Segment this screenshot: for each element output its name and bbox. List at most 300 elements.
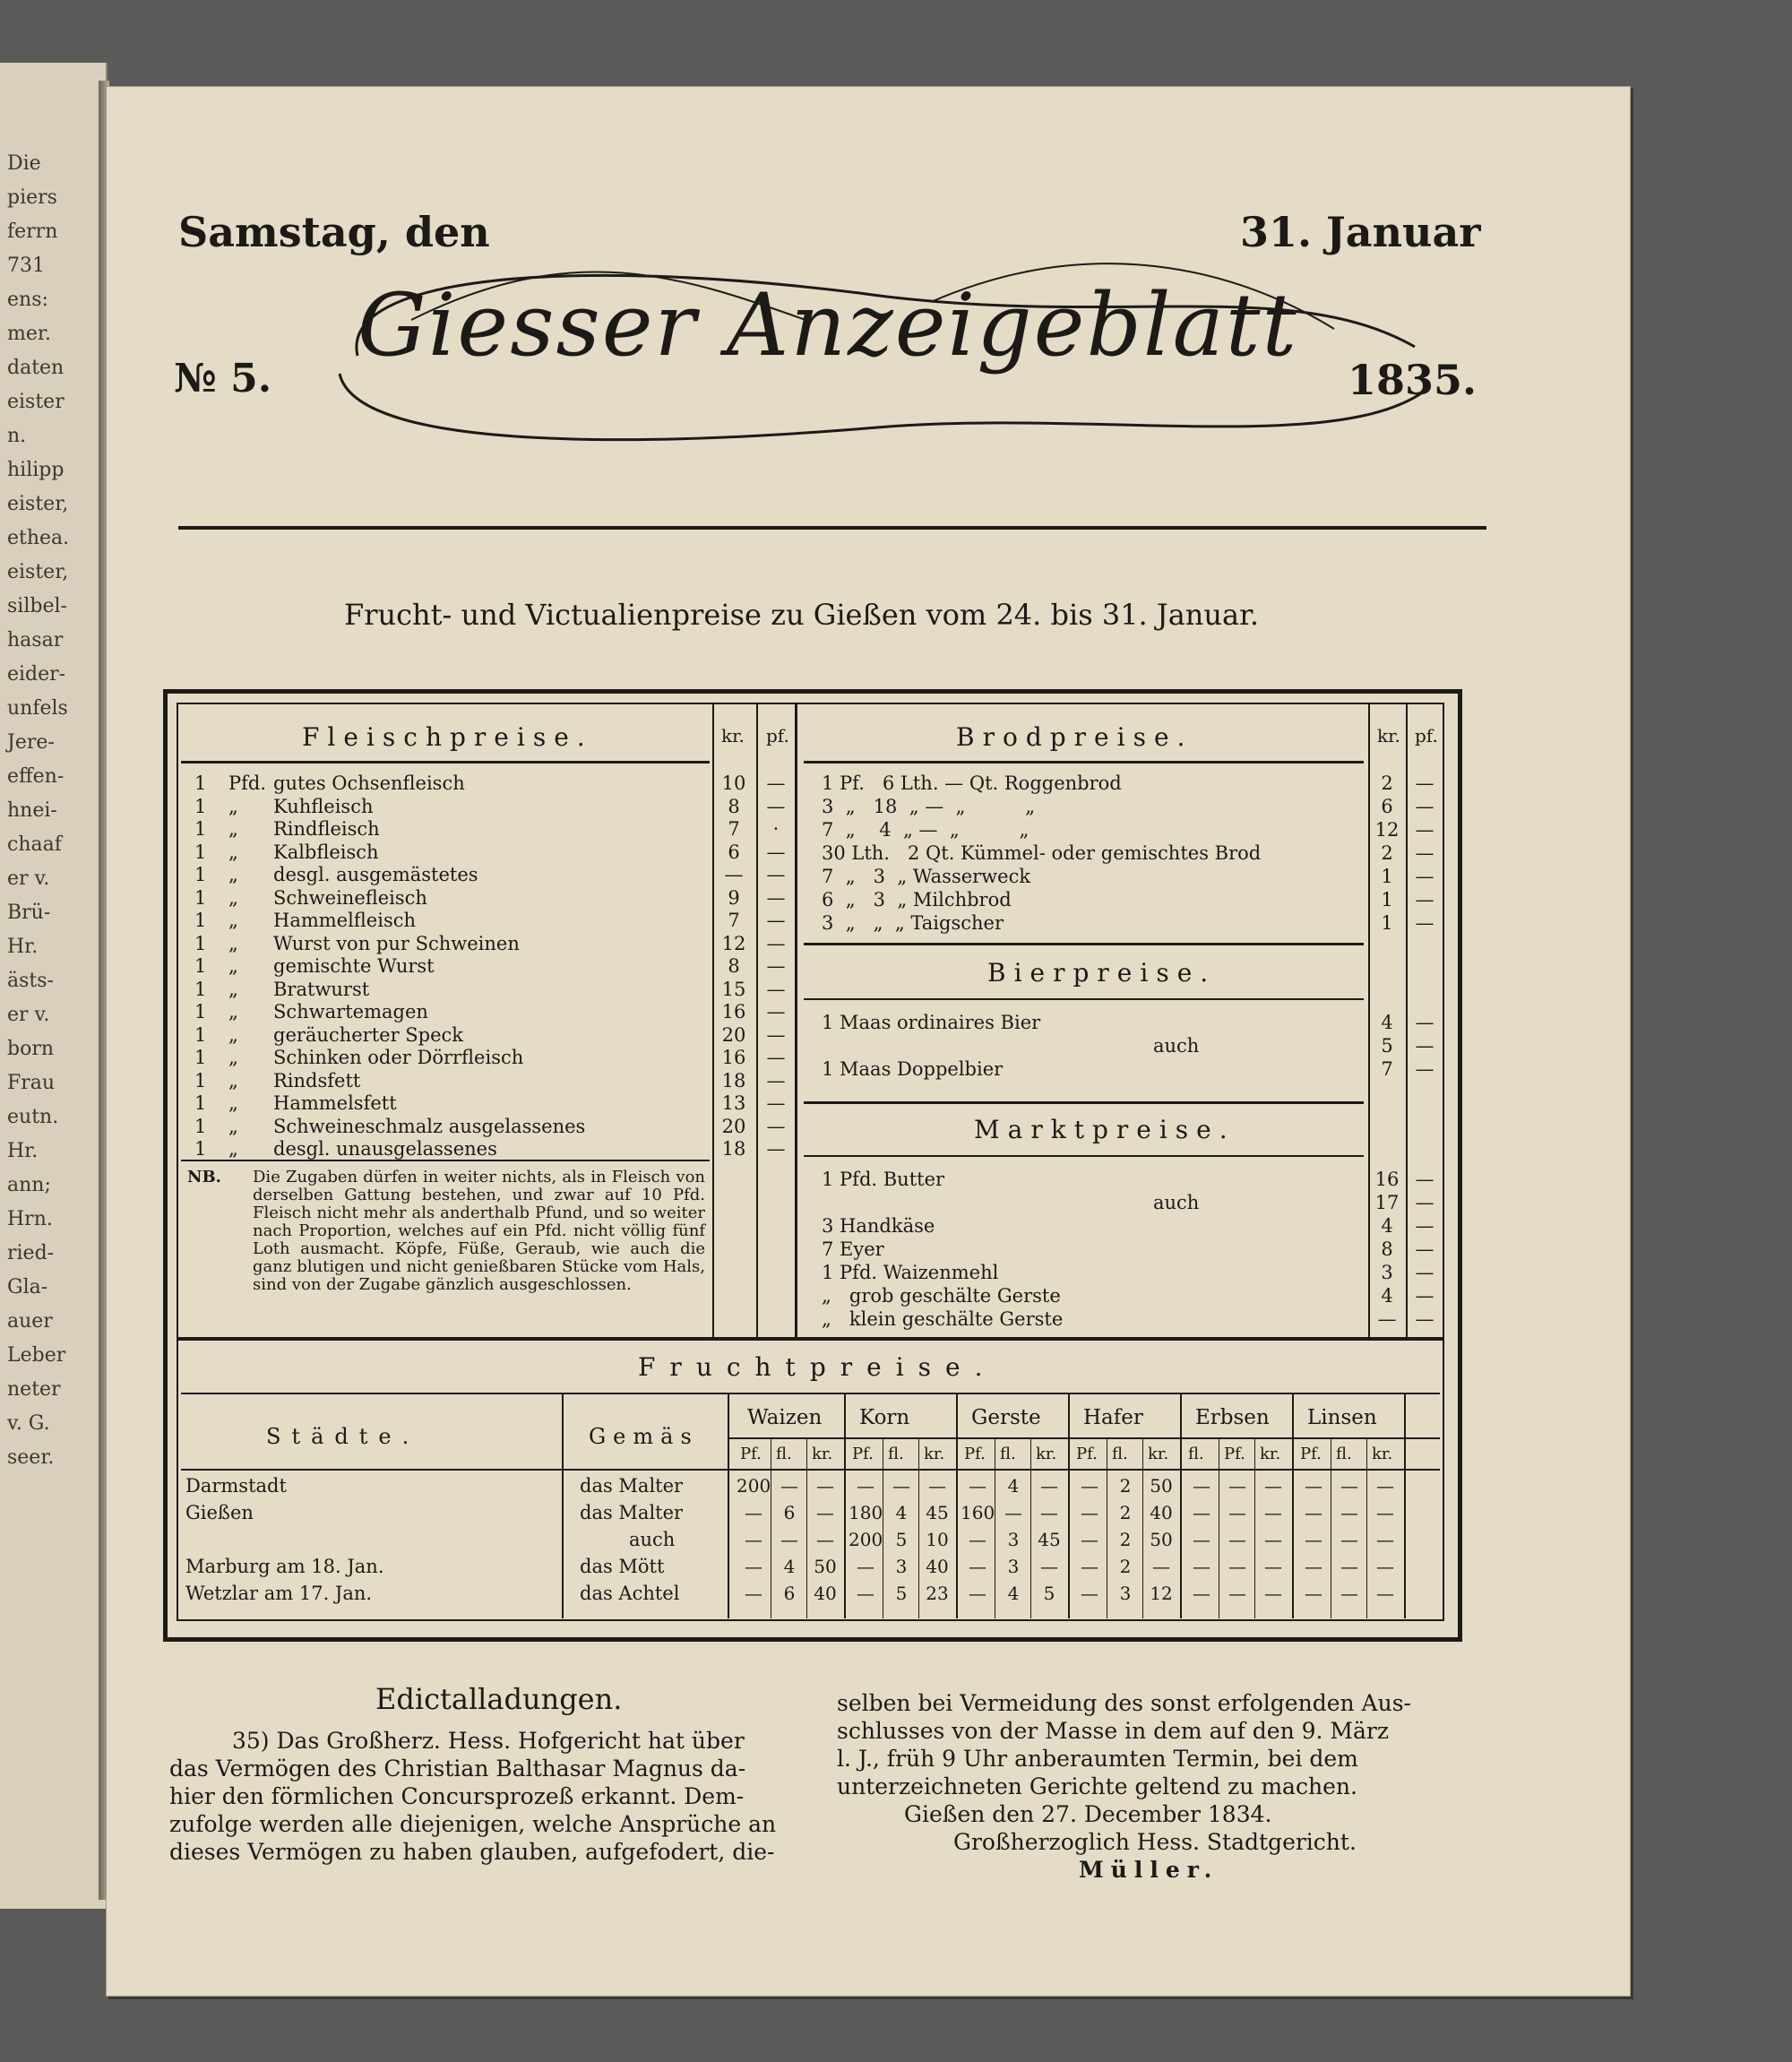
fleisch-kr: 6: [728, 841, 740, 863]
brod-pf: —: [1415, 889, 1434, 910]
section-divider: [795, 704, 797, 1339]
frucht-value: —: [1081, 1502, 1098, 1523]
fleisch-item: Hammelsfett: [273, 1092, 397, 1114]
frucht-value: 3: [1007, 1529, 1020, 1550]
markt-kr: 17: [1374, 1192, 1400, 1213]
fleisch-unit: „: [228, 864, 238, 885]
brod-kr: 1: [1381, 912, 1393, 934]
fleisch-kr: 20: [721, 1115, 746, 1137]
grain-name: Hafer: [1083, 1406, 1143, 1429]
left-page-fragment: ethea.: [7, 527, 70, 549]
frucht-value: —: [1305, 1529, 1322, 1550]
frucht-value: 50: [1150, 1529, 1173, 1550]
frucht-value: —: [1376, 1529, 1394, 1550]
frucht-heading-rule: [181, 1393, 1440, 1394]
fleisch-qty: 1: [194, 910, 207, 931]
markt-pf: —: [1415, 1285, 1434, 1307]
frucht-value: 6: [783, 1502, 796, 1523]
frucht-value: 23: [926, 1583, 949, 1604]
frucht-value: 40: [1150, 1502, 1173, 1523]
fleisch-item: gutes Ochsenfleisch: [273, 772, 465, 794]
bier-pf: —: [1415, 1012, 1434, 1033]
frucht-top-rule: [177, 1337, 1444, 1341]
header-rule: [178, 526, 1486, 530]
frucht-value: —: [969, 1475, 986, 1497]
frucht-value: 2: [1119, 1502, 1132, 1523]
frucht-value: —: [1340, 1583, 1358, 1604]
frucht-value: —: [857, 1583, 874, 1604]
edict-right-line: Gießen den 27. December 1834.: [904, 1801, 1272, 1827]
fleisch-col-pf: pf.: [766, 725, 789, 746]
fleisch-kr: 7: [728, 910, 740, 931]
fleisch-qty: 1: [194, 841, 207, 863]
frucht-value: —: [1081, 1529, 1098, 1550]
brod-col-pf: pf.: [1415, 725, 1438, 746]
fleisch-qty: 1: [194, 932, 207, 954]
frucht-value: 45: [926, 1502, 949, 1523]
left-page-fragment: Leber: [7, 1344, 66, 1367]
frucht-value: —: [1305, 1475, 1322, 1497]
fleisch-qty: 1: [194, 864, 207, 885]
frucht-value: —: [816, 1529, 834, 1550]
markt-item: 3 Handkäse: [822, 1215, 935, 1237]
fleisch-item: Bratwurst: [273, 978, 370, 1000]
grain-subcol: fl.: [1112, 1445, 1128, 1463]
fleisch-pf: —: [766, 1092, 786, 1114]
frucht-value: —: [969, 1556, 986, 1577]
table-inner-border-right: [1443, 703, 1444, 1621]
fleisch-item: Hammelfleisch: [273, 910, 417, 931]
edict-right-line: l. J., früh 9 Uhr anberaumten Termin, bei dem: [837, 1746, 1358, 1772]
frucht-value: —: [816, 1502, 834, 1523]
grain-subcol: kr.: [1372, 1445, 1393, 1463]
fleisch-qty: 1: [194, 1001, 207, 1022]
frucht-measure: auch: [629, 1529, 676, 1550]
edict-right-line: selben bei Vermeidung des sonst erfolgenden Aus-: [837, 1690, 1411, 1716]
brod-kr: 12: [1374, 819, 1400, 841]
brod-kr: 1: [1381, 889, 1393, 910]
left-page-fragment: seer.: [7, 1446, 55, 1469]
markt-kr: 3: [1381, 1262, 1393, 1283]
fleisch-qty: 1: [194, 772, 207, 794]
fleisch-pf: ·: [772, 818, 780, 840]
frucht-value: —: [1340, 1502, 1358, 1523]
header-year: 1835.: [1348, 356, 1478, 404]
frucht-value: 10: [926, 1529, 949, 1550]
brod-item: 6 „ 3 „ Milchbrod: [822, 889, 1012, 910]
fleisch-item: Schinken oder Dörrfleisch: [273, 1047, 524, 1068]
frucht-value: 2: [1119, 1475, 1132, 1497]
grain-col-line: [1404, 1394, 1406, 1618]
frucht-value: 50: [1150, 1475, 1173, 1497]
frucht-value: —: [1228, 1475, 1246, 1497]
grain-col-line: [956, 1394, 958, 1618]
bier-top-rule: [804, 943, 1364, 945]
left-page-fragment: Hrn.: [7, 1208, 53, 1230]
bier-heading-rule: [804, 998, 1364, 1000]
frucht-heading: Fruchtpreise.: [638, 1352, 997, 1382]
bier-kr: 7: [1381, 1058, 1393, 1080]
edict-right-line: schlusses von der Masse in dem auf den 9. März: [837, 1718, 1390, 1744]
left-page-fragment: auer: [7, 1310, 53, 1333]
brod-item: 7 „ 4 „ — „ „: [822, 819, 1030, 841]
grain-col-line: [1292, 1394, 1294, 1618]
left-page-fragment: daten: [7, 357, 65, 379]
fleisch-unit: „: [228, 841, 238, 863]
left-page-fragment: eister,: [7, 493, 69, 515]
frucht-value: —: [1340, 1529, 1358, 1550]
markt-kr: 4: [1381, 1215, 1393, 1237]
left-page-fragment: n.: [7, 425, 27, 447]
markt-item: 7 Eyer: [822, 1238, 884, 1260]
grain-col-line: [1180, 1394, 1182, 1618]
frucht-value: —: [1376, 1475, 1394, 1497]
fleisch-item: Rindfleisch: [273, 818, 380, 840]
brod-item: 3 „ 18 „ — „ „: [822, 796, 1036, 817]
grain-subcol: fl.: [888, 1445, 904, 1463]
fleisch-pf: —: [766, 1138, 786, 1160]
fleisch-col-line-1: [712, 704, 714, 1339]
fleisch-qty: 1: [194, 1115, 207, 1137]
edict-left-line: dieses Vermögen zu haben glauben, aufgefodert, die-: [169, 1839, 775, 1865]
frucht-value: 180: [849, 1502, 883, 1523]
fleisch-pf: —: [766, 955, 786, 977]
fleisch-kr: 15: [721, 978, 746, 1000]
frucht-value: —: [1228, 1529, 1246, 1550]
newspaper-page: [106, 86, 1631, 1997]
fleisch-qty: 1: [194, 1047, 207, 1068]
price-table: [163, 689, 1462, 1642]
brod-item: 3 „ „ „ Taigscher: [822, 912, 1004, 934]
fleisch-unit: „: [228, 1047, 238, 1068]
edict-heading: Edictalladungen.: [375, 1682, 623, 1716]
brod-pf: —: [1415, 796, 1434, 817]
frucht-value: —: [1193, 1529, 1210, 1550]
left-page-fragment: ferrn: [7, 220, 58, 243]
frucht-value: 40: [926, 1556, 949, 1577]
fleisch-qty: 1: [194, 795, 207, 817]
markt-top-rule: [804, 1101, 1364, 1104]
left-page-fragment: hasar: [7, 629, 64, 651]
markt-item: „ grob geschälte Gerste: [822, 1285, 1061, 1307]
bier-heading: Bierpreise.: [987, 958, 1217, 988]
grain-subcol: Pf.: [1076, 1445, 1098, 1463]
frucht-value: —: [1228, 1556, 1246, 1577]
left-page-fragment: piers: [7, 186, 57, 209]
frucht-value: —: [1264, 1556, 1282, 1577]
nb-text: Die Zugaben dürfen in weiter nichts, als in Fleisch von derselben Gattung bestehen, und zwar auf 10 Pfd. Fleisch nicht mehr als anderthalb Pfund, und so weiter nach Proportion, welches auf ein Pfd. nicht völlig fünf Loth ausmacht. Köpfe, Füße, Geraub, wie auch die ganz blutigen und nicht genießbaren Stücke vom Hals, sind von der Zugabe gänzlich ausgeschlossen.: [253, 1168, 705, 1294]
frucht-value: 4: [1007, 1475, 1020, 1497]
fleisch-pf: —: [766, 841, 786, 863]
left-page-fragment: born: [7, 1038, 55, 1060]
fleisch-item: Wurst von pur Schweinen: [273, 932, 520, 954]
frucht-value: 45: [1038, 1529, 1061, 1550]
left-page-fragment: Frau: [7, 1072, 56, 1094]
fleisch-pf: —: [766, 932, 786, 954]
frucht-city: Marburg am 18. Jan.: [185, 1556, 384, 1577]
brod-pf: —: [1415, 772, 1434, 794]
frucht-measure: das Malter: [580, 1475, 684, 1497]
left-page-fragment: ens:: [7, 289, 48, 311]
fleisch-pf: —: [766, 1047, 786, 1068]
grain-subcol: kr.: [1148, 1445, 1169, 1463]
fleisch-pf: —: [766, 1069, 786, 1091]
fleisch-qty: 1: [194, 978, 207, 1000]
frucht-value: —: [816, 1475, 834, 1497]
markt-kr: 16: [1374, 1169, 1400, 1190]
fleisch-pf: —: [766, 1001, 786, 1022]
frucht-value: —: [1340, 1556, 1358, 1577]
frucht-value: 200: [737, 1475, 771, 1497]
grain-subcol: Pf.: [740, 1445, 762, 1463]
left-page-fragment: ann;: [7, 1174, 51, 1196]
frucht-value: —: [1264, 1475, 1282, 1497]
grain-subcol: kr.: [812, 1445, 833, 1463]
grain-name: Linsen: [1307, 1406, 1377, 1429]
grain-subcol: kr.: [1036, 1445, 1057, 1463]
markt-item: 1 Pfd. Butter: [822, 1169, 945, 1190]
fleisch-kr: 16: [721, 1001, 746, 1022]
left-page-fragment: chaaf: [7, 833, 62, 856]
fleisch-bottom-rule: [181, 1160, 710, 1161]
grain-subcol: Pf.: [1224, 1445, 1245, 1463]
fleisch-qty: 1: [194, 1069, 207, 1091]
fleisch-unit: „: [228, 955, 238, 977]
frucht-row-head-rule: [181, 1469, 1440, 1471]
edict-right-line: Müller.: [1079, 1857, 1219, 1883]
grain-subcol: kr.: [1260, 1445, 1281, 1463]
bier-kr: 4: [1381, 1012, 1393, 1033]
fleisch-item: desgl. unausgelassenes: [273, 1138, 497, 1160]
grain-subcol: kr.: [924, 1445, 945, 1463]
markt-pf: —: [1415, 1169, 1434, 1190]
grain-col-line: [844, 1394, 846, 1618]
fleisch-pf: —: [766, 978, 786, 1000]
brod-kr: 1: [1381, 866, 1393, 887]
frucht-value: 5: [1043, 1583, 1055, 1604]
frucht-value: —: [1305, 1502, 1322, 1523]
fleisch-heading-rule: [181, 761, 710, 764]
frucht-line-city: [562, 1394, 564, 1618]
grain-subcol-line: [1030, 1439, 1031, 1618]
grain-subcol-line: [1366, 1439, 1367, 1618]
frucht-value: —: [745, 1556, 762, 1577]
frucht-measure: das Malter: [580, 1502, 684, 1523]
left-page-fragment: Hr.: [7, 936, 39, 958]
brod-pf: —: [1415, 819, 1434, 841]
grain-subcol: fl.: [1336, 1445, 1352, 1463]
left-page-fragment: er v.: [7, 867, 50, 890]
frucht-value: 160: [961, 1502, 995, 1523]
fleisch-item: Rindsfett: [273, 1069, 361, 1091]
grain-subcol: fl.: [1000, 1445, 1016, 1463]
frucht-value: —: [745, 1583, 762, 1604]
markt-item: auch: [1153, 1192, 1200, 1213]
fleisch-item: Schwartemagen: [273, 1001, 428, 1022]
brod-item: 1 Pf. 6 Lth. — Qt. Roggenbrod: [822, 772, 1122, 794]
frucht-value: 2: [1119, 1529, 1132, 1550]
markt-kr: 4: [1381, 1285, 1393, 1307]
brod-pf: —: [1415, 842, 1434, 864]
frucht-value: 3: [1119, 1583, 1132, 1604]
frucht-value: —: [1152, 1556, 1170, 1577]
fleisch-kr: 18: [721, 1069, 746, 1091]
fleisch-qty: 1: [194, 818, 207, 840]
frucht-value: 5: [895, 1583, 908, 1604]
frucht-value: —: [1193, 1475, 1210, 1497]
fleisch-unit: „: [228, 1115, 238, 1137]
grain-subcol-line: [1142, 1439, 1143, 1618]
markt-item: „ klein geschälte Gerste: [822, 1308, 1064, 1330]
markt-item: 1 Pfd. Waizenmehl: [822, 1262, 999, 1283]
header-day: Samstag, den: [178, 208, 490, 256]
frucht-value: —: [1305, 1556, 1322, 1577]
fleisch-qty: 1: [194, 886, 207, 909]
masthead-title: Giesser Anzeigeblatt: [358, 275, 1299, 375]
fleisch-qty: 1: [194, 955, 207, 977]
left-page-fragment: eister,: [7, 561, 69, 583]
frucht-value: —: [1193, 1556, 1210, 1577]
frucht-measure: das Mött: [580, 1556, 665, 1577]
frucht-value: —: [1004, 1502, 1022, 1523]
fleisch-qty: 1: [194, 1023, 207, 1046]
fleisch-unit: Pfd.: [228, 772, 267, 794]
brod-heading: Brodpreise.: [956, 722, 1193, 752]
fleisch-kr: —: [724, 864, 744, 885]
fleisch-item: Schweinefleisch: [273, 886, 427, 909]
bier-item: 1 Maas ordinaires Bier: [822, 1012, 1041, 1033]
brod-pf: —: [1415, 866, 1434, 887]
left-page-fragment: eider-: [7, 663, 66, 686]
frucht-value: —: [1264, 1502, 1282, 1523]
grain-subcol-line: [1254, 1439, 1255, 1618]
frucht-city: Darmstadt: [185, 1475, 287, 1497]
fleisch-qty: 1: [194, 1138, 207, 1160]
markt-heading: Marktpreise.: [974, 1115, 1236, 1144]
left-page-fragment: Die: [7, 152, 41, 175]
fleisch-unit: „: [228, 1023, 238, 1046]
frucht-value: —: [857, 1475, 874, 1497]
frucht-value: —: [1081, 1475, 1098, 1497]
frucht-value: —: [1340, 1475, 1358, 1497]
brod-item: 7 „ 3 „ Wasserweck: [822, 866, 1031, 887]
markt-heading-rule: [804, 1155, 1364, 1157]
fleisch-item: gemischte Wurst: [273, 955, 435, 977]
frucht-city: Wetzlar am 17. Jan.: [185, 1583, 373, 1604]
fleisch-pf: —: [766, 795, 786, 817]
frucht-value: —: [928, 1475, 946, 1497]
edict-right-line: unterzeichneten Gerichte geltend zu machen.: [837, 1773, 1357, 1799]
brod-kr: 6: [1381, 796, 1393, 817]
grain-subcol: Pf.: [852, 1445, 874, 1463]
brod-kr: 2: [1381, 772, 1393, 794]
markt-kr: —: [1377, 1308, 1397, 1330]
frucht-subhead-rule: [728, 1437, 1440, 1439]
frucht-col-staedte: Städte.: [266, 1424, 420, 1449]
frucht-value: —: [1376, 1556, 1394, 1577]
table-inner-border-bottom: [177, 1619, 1444, 1621]
frucht-value: —: [1040, 1475, 1058, 1497]
frucht-value: 4: [783, 1556, 796, 1577]
left-page-fragment: hnei-: [7, 799, 57, 822]
brod-kr: 2: [1381, 842, 1393, 864]
frucht-value: —: [1376, 1583, 1394, 1604]
bier-item: 1 Maas Doppelbier: [822, 1058, 1004, 1080]
brod-heading-rule: [804, 761, 1364, 764]
left-page-fragment: Brü-: [7, 902, 51, 924]
frucht-value: —: [1081, 1583, 1098, 1604]
edict-right-line: Großherzoglich Hess. Stadtgericht.: [953, 1829, 1357, 1855]
frucht-value: 4: [1007, 1583, 1020, 1604]
frucht-value: —: [857, 1556, 874, 1577]
left-page-fragment: 731: [7, 255, 45, 277]
fleisch-unit: „: [228, 1001, 238, 1022]
grain-subcol-line: [918, 1439, 919, 1618]
frucht-measure: das Achtel: [580, 1583, 680, 1604]
frucht-value: —: [1040, 1556, 1058, 1577]
markt-pf: —: [1415, 1238, 1434, 1260]
frucht-value: —: [969, 1529, 986, 1550]
fleisch-item: Schweineschmalz ausgelassenes: [273, 1115, 586, 1137]
fleisch-item: geräucherter Speck: [273, 1023, 464, 1046]
fleisch-pf: —: [766, 864, 786, 885]
fleisch-kr: 12: [721, 932, 746, 954]
markt-kr: 8: [1381, 1238, 1393, 1260]
grain-col-line: [1068, 1394, 1070, 1618]
edict-left-line: hier den förmlichen Concursprozeß erkannt. Dem-: [169, 1783, 745, 1809]
frucht-value: —: [745, 1529, 762, 1550]
grain-name: Gerste: [971, 1406, 1041, 1429]
nb-label: NB.: [187, 1168, 221, 1186]
grain-name: Erbsen: [1195, 1406, 1270, 1429]
fleisch-kr: 8: [728, 955, 740, 977]
brod-item: 30 Lth. 2 Qt. Kümmel- oder gemischtes Brod: [822, 842, 1262, 864]
left-page-fragment: eister: [7, 391, 65, 413]
left-page-fragment: effen-: [7, 765, 65, 788]
frucht-value: —: [969, 1583, 986, 1604]
fleisch-item: desgl. ausgemästetes: [273, 864, 478, 885]
fleisch-item: Kalbfleisch: [273, 841, 379, 863]
fleisch-kr: 8: [728, 795, 740, 817]
fleisch-pf: —: [766, 772, 786, 794]
fleisch-pf: —: [766, 1115, 786, 1137]
fleisch-unit: „: [228, 886, 238, 909]
fleisch-pf: —: [766, 1023, 786, 1046]
left-page-fragment: mer.: [7, 323, 51, 345]
frucht-value: —: [780, 1529, 798, 1550]
edict-left-line: 35) Das Großherz. Hess. Hofgericht hat über: [232, 1728, 745, 1754]
fleisch-unit: „: [228, 818, 238, 840]
grain-subcol-line: [806, 1439, 807, 1618]
frucht-value: 3: [895, 1556, 908, 1577]
left-page-fragment: hilipp: [7, 459, 65, 481]
fleisch-unit: „: [228, 1069, 238, 1091]
frucht-value: 50: [814, 1556, 837, 1577]
left-page-fragment: ried-: [7, 1242, 55, 1264]
fleisch-kr: 7: [728, 818, 740, 840]
frucht-value: 2: [1119, 1556, 1132, 1577]
left-page-fragment: Hr.: [7, 1140, 39, 1162]
left-page-fragment: Gla-: [7, 1276, 48, 1298]
frucht-value: 6: [783, 1583, 796, 1604]
markt-pf: —: [1415, 1192, 1434, 1213]
frucht-value: 12: [1150, 1583, 1173, 1604]
frucht-value: —: [1264, 1583, 1282, 1604]
bier-kr: 5: [1381, 1035, 1393, 1057]
frucht-value: —: [1193, 1583, 1210, 1604]
fleisch-heading: Fleischpreise.: [302, 722, 593, 752]
frucht-value: 3: [1007, 1556, 1020, 1577]
